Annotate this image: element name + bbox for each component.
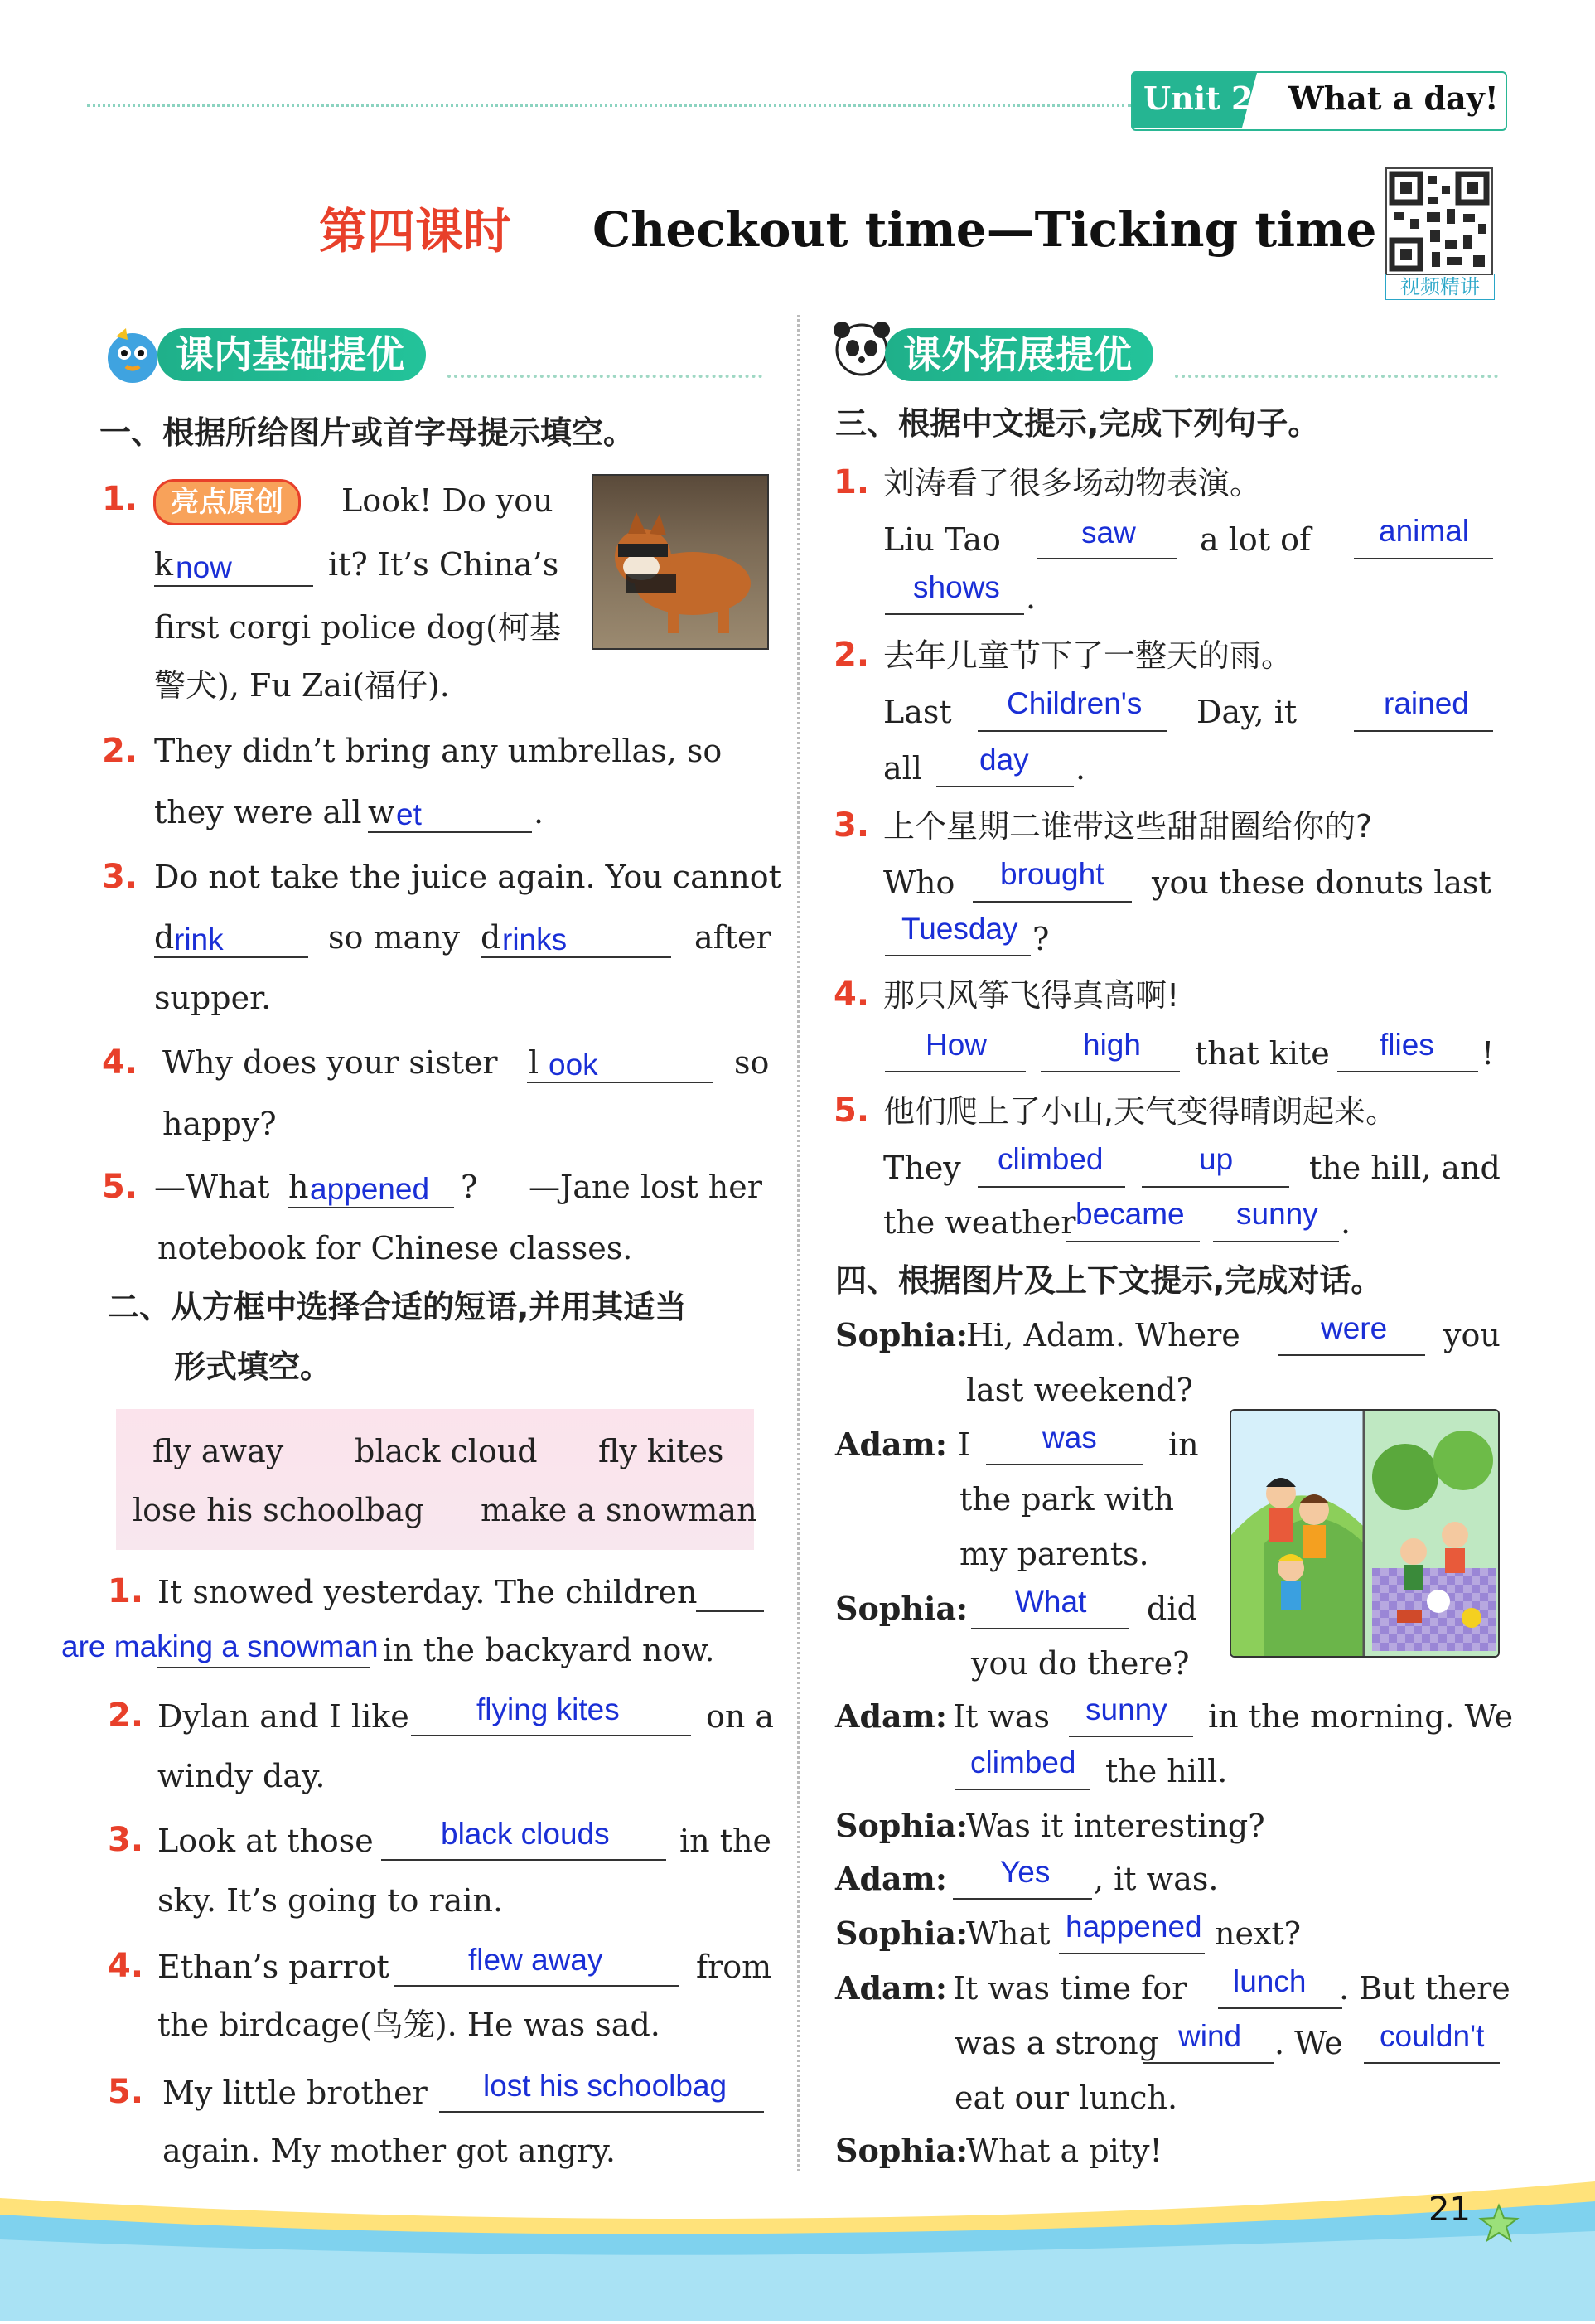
s3-q3-blank1[interactable] bbox=[973, 901, 1132, 903]
s3-q3-blank2[interactable] bbox=[885, 955, 1031, 956]
mascot-icon bbox=[99, 322, 166, 388]
s3-q4-b: that kite bbox=[1195, 1035, 1330, 1072]
s3-q4-answer3: flies bbox=[1380, 1028, 1434, 1062]
s3-q2-number: 2. bbox=[834, 636, 870, 674]
s4-d1-blank[interactable] bbox=[1278, 1354, 1425, 1356]
s4-d7-answer: happened bbox=[1066, 1910, 1202, 1944]
s4-d2-b: in bbox=[1168, 1426, 1199, 1463]
s3-q1-answer3: shows bbox=[913, 570, 1000, 604]
s1-q5-prefix: h bbox=[288, 1169, 309, 1205]
speaker-sophia-5: Sophia: bbox=[835, 2132, 969, 2169]
s3-q3-number: 3. bbox=[834, 806, 870, 845]
s3-q4-end: ! bbox=[1481, 1035, 1495, 1072]
s3-q2-answer3: day bbox=[979, 743, 1029, 777]
s3-q1-a: Liu Tao bbox=[883, 521, 1001, 558]
s3-q2-c: all bbox=[883, 750, 922, 787]
s3-q4-cn: 那只风筝飞得真高啊! bbox=[883, 977, 1180, 1014]
s2-q2-tail: on a bbox=[706, 1698, 775, 1735]
right-section-banner: 课外拓展提优 bbox=[885, 328, 1153, 381]
s4-d1-a: Hi, Adam. Where bbox=[966, 1317, 1240, 1353]
s4-d9-a: What a pity! bbox=[966, 2133, 1162, 2169]
s1-q3-after: after bbox=[694, 919, 771, 956]
s2-q4-answer: flew away bbox=[468, 1943, 603, 1977]
s4-d2-c: the park with bbox=[959, 1481, 1174, 1518]
s1-q5-number: 5. bbox=[102, 1168, 138, 1206]
page-number: 21 bbox=[1428, 2191, 1471, 2229]
s3-q5-answer2: up bbox=[1199, 1142, 1234, 1176]
s1-q5-reply: —Jane lost her bbox=[529, 1169, 762, 1205]
s4-d1-c: last weekend? bbox=[966, 1372, 1193, 1408]
right-banner-dots bbox=[1175, 375, 1498, 378]
s4-d5-a: Was it interesting? bbox=[966, 1808, 1265, 1844]
s4-d2-d: my parents. bbox=[959, 1536, 1149, 1572]
speaker-adam-4: Adam: bbox=[835, 1969, 947, 2007]
s3-q1-end: . bbox=[1026, 579, 1037, 616]
s1-q2-blank[interactable] bbox=[368, 831, 532, 833]
s1-q2-answer: et bbox=[396, 797, 422, 831]
s1-q2-prefix: w bbox=[368, 794, 395, 830]
header-rule bbox=[87, 104, 1131, 107]
s3-q2-cn: 去年儿童节下了一整天的雨。 bbox=[883, 637, 1293, 674]
s1-q2-end: . bbox=[534, 794, 544, 830]
left-banner-dots bbox=[447, 375, 762, 378]
s3-q5-blank4[interactable] bbox=[1213, 1241, 1339, 1242]
s3-q5-b: the hill, and bbox=[1309, 1150, 1501, 1186]
s1-q1-line1: Look! Do you bbox=[341, 482, 553, 519]
s3-q5-c: the weather bbox=[883, 1204, 1076, 1241]
s1-q4-line2: happy? bbox=[162, 1106, 277, 1142]
word-fly-away: fly away bbox=[152, 1433, 284, 1469]
speaker-sophia-3: Sophia: bbox=[835, 1807, 969, 1844]
s3-q1-cn: 刘涛看了很多场动物表演。 bbox=[883, 465, 1262, 501]
s2-q1-line2: in the backyard now. bbox=[383, 1632, 715, 1668]
s1-q3-prefix2: d bbox=[481, 919, 501, 956]
s4-title: 四、根据图片及上下文提示,完成对话。 bbox=[835, 1262, 1383, 1299]
s1-q1-answer: now bbox=[176, 550, 232, 584]
s3-q5-number: 5. bbox=[834, 1092, 870, 1130]
s4-d8-answer1: lunch bbox=[1233, 1964, 1307, 1998]
s2-q5-number: 5. bbox=[108, 2073, 144, 2111]
s1-q2-line2: they were all bbox=[154, 794, 362, 830]
s4-d3-blank[interactable] bbox=[971, 1628, 1129, 1629]
unit-label: Unit 2 bbox=[1143, 80, 1254, 117]
s3-q5-blank1[interactable] bbox=[978, 1186, 1125, 1188]
s2-title-line2: 形式填空。 bbox=[174, 1348, 332, 1385]
s3-q2-blank1[interactable] bbox=[978, 730, 1167, 732]
word-box bbox=[116, 1409, 754, 1550]
s2-q4-number: 4. bbox=[108, 1947, 144, 1985]
s1-q4-blank[interactable] bbox=[527, 1082, 713, 1083]
s4-d4-a: It was bbox=[953, 1698, 1051, 1735]
s3-q5-a: They bbox=[883, 1150, 961, 1186]
s3-q4-number: 4. bbox=[834, 976, 870, 1014]
s3-q1-answer2: animal bbox=[1379, 514, 1469, 548]
s4-d6-b: , it was. bbox=[1094, 1861, 1219, 1897]
s2-q3-number: 3. bbox=[108, 1821, 144, 1859]
s3-q3-answer1: brought bbox=[1000, 857, 1104, 891]
word-black-cloud: black cloud bbox=[355, 1433, 538, 1469]
s2-q1-blank-tail[interactable] bbox=[696, 1610, 764, 1612]
s2-q3-blank[interactable] bbox=[381, 1859, 666, 1861]
s1-q1-line2: it? It’s China’s bbox=[328, 546, 559, 583]
s2-q4-line2: the birdcage(鸟笼). He was sad. bbox=[157, 2007, 660, 2043]
s1-q4-so: so bbox=[734, 1044, 770, 1081]
s4-d2-blank[interactable] bbox=[986, 1464, 1143, 1465]
s1-q3-prefix1: d bbox=[154, 919, 175, 956]
speaker-adam-3: Adam: bbox=[835, 1860, 947, 1897]
column-divider bbox=[797, 315, 800, 2171]
s2-q3-line1: Look at those bbox=[157, 1823, 374, 1859]
s3-q1-blank3[interactable] bbox=[885, 613, 1024, 615]
s3-q1-b: a lot of bbox=[1200, 521, 1312, 558]
s3-q3-answer2: Tuesday bbox=[901, 912, 1018, 946]
s4-d2-answer: was bbox=[1042, 1421, 1097, 1455]
s1-q3-blank1[interactable] bbox=[154, 956, 308, 958]
s2-q4-line1: Ethan’s parrot bbox=[157, 1949, 389, 1985]
s3-q4-blank3[interactable] bbox=[1337, 1071, 1478, 1072]
s4-d3-c: you do there? bbox=[971, 1645, 1190, 1682]
s1-q5-line2: notebook for Chinese classes. bbox=[157, 1230, 633, 1266]
s3-q2-answer1: Children's bbox=[1007, 686, 1143, 720]
lesson-title-en: Checkout time—Ticking time bbox=[592, 201, 1377, 258]
s4-d8-answer3: couldn't bbox=[1380, 2019, 1485, 2053]
s4-d8-blank1[interactable] bbox=[1218, 2007, 1342, 2009]
s1-q3-answer2: rinks bbox=[502, 922, 568, 956]
s1-title: 一、根据所给图片或首字母提示填空。 bbox=[99, 414, 636, 451]
s3-q5-answer4: sunny bbox=[1236, 1197, 1318, 1231]
corgi-photo bbox=[592, 474, 769, 650]
s4-d8-answer2: wind bbox=[1178, 2019, 1242, 2053]
unit-title: What a day! bbox=[1288, 80, 1499, 117]
s1-q4-prefix: l bbox=[529, 1044, 539, 1081]
s4-d1-answer: were bbox=[1321, 1311, 1388, 1345]
s4-d4-b: in the morning. We bbox=[1208, 1698, 1514, 1735]
s2-q3-answer: black clouds bbox=[441, 1817, 610, 1851]
s3-q2-blank2[interactable] bbox=[1354, 730, 1493, 732]
s1-q4-line1: Why does your sister bbox=[162, 1044, 498, 1081]
s1-q1-blank[interactable] bbox=[154, 585, 313, 587]
s1-q2-line1: They didn’t bring any umbrellas, so bbox=[154, 733, 723, 769]
s2-q4-blank[interactable] bbox=[394, 1985, 679, 1987]
s2-q2-line2: windy day. bbox=[157, 1758, 326, 1794]
s1-q5-line1: —What bbox=[154, 1169, 270, 1205]
s1-q3-mid: so many bbox=[328, 919, 461, 956]
s1-q1-prefix: k bbox=[154, 546, 174, 583]
s2-q1-blank[interactable] bbox=[157, 1667, 370, 1668]
left-section-banner: 课内基础提优 bbox=[157, 328, 426, 381]
s1-q1-line4: 警犬), Fu Zai(福仔). bbox=[154, 667, 450, 704]
s4-d4-answer1: sunny bbox=[1085, 1692, 1167, 1726]
s3-q1-blank2[interactable] bbox=[1354, 558, 1493, 559]
s4-d8-c: was a strong bbox=[955, 2025, 1159, 2061]
s1-q5-blank[interactable] bbox=[288, 1207, 454, 1208]
s3-q5-end: . bbox=[1341, 1204, 1351, 1241]
s3-q2-a: Last bbox=[883, 694, 952, 730]
s3-q5-answer1: climbed bbox=[998, 1142, 1104, 1176]
s3-q3-cn: 上个星期二谁带这些甜甜圈给你的? bbox=[883, 808, 1373, 845]
s3-q5-answer3: became bbox=[1075, 1197, 1185, 1231]
s3-q3-a: Who bbox=[883, 864, 955, 901]
s4-d2-a: I bbox=[958, 1426, 971, 1463]
s1-q2-number: 2. bbox=[102, 732, 138, 770]
s3-q1-answer1: saw bbox=[1081, 516, 1136, 550]
speaker-sophia-2: Sophia: bbox=[835, 1590, 969, 1627]
s3-q1-blank1[interactable] bbox=[1037, 558, 1177, 559]
s1-q5-answer: appened bbox=[310, 1172, 430, 1206]
s2-q2-number: 2. bbox=[108, 1697, 144, 1735]
s3-q1-number: 1. bbox=[834, 463, 870, 501]
s3-q4-answer2: high bbox=[1083, 1028, 1141, 1062]
park-illustration bbox=[1230, 1409, 1500, 1658]
s3-q4-blank2[interactable] bbox=[1041, 1071, 1180, 1072]
speaker-sophia: Sophia: bbox=[835, 1316, 969, 1353]
s3-q5-cn: 他们爬上了小山,天气变得晴朗起来。 bbox=[883, 1093, 1398, 1130]
s4-d4-blank2[interactable] bbox=[955, 1789, 1090, 1790]
s1-q4-answer: ook bbox=[549, 1048, 598, 1082]
s2-q5-answer: lost his schoolbag bbox=[483, 2069, 727, 2103]
s4-d8-b: . But there bbox=[1339, 1970, 1510, 2007]
s4-d8-blank2[interactable] bbox=[1143, 2062, 1274, 2064]
s3-q2-b: Day, it bbox=[1196, 694, 1298, 730]
s4-d6-blank[interactable] bbox=[953, 1898, 1092, 1900]
s1-q3-number: 3. bbox=[102, 858, 138, 896]
s4-d3-answer: What bbox=[1015, 1585, 1087, 1619]
s2-q5-line1: My little brother bbox=[162, 2075, 428, 2111]
s4-d7-b: next? bbox=[1215, 1915, 1302, 1952]
s4-d8-e: eat our lunch. bbox=[955, 2079, 1178, 2116]
s1-q4-number: 4. bbox=[102, 1043, 138, 1082]
qr-label: 视频精讲 bbox=[1385, 274, 1495, 300]
s2-q1-answer: are making a snowman bbox=[61, 1629, 379, 1663]
s4-d4-blank1[interactable] bbox=[1069, 1736, 1193, 1737]
word-lose-his-schoolbag: lose his schoolbag bbox=[133, 1492, 424, 1528]
s4-d4-answer2: climbed bbox=[970, 1745, 1076, 1779]
s2-q5-line2: again. My mother got angry. bbox=[162, 2133, 616, 2169]
s3-q2-blank3[interactable] bbox=[936, 786, 1074, 787]
s3-q3-end: ? bbox=[1032, 921, 1050, 957]
s4-d7-a: What bbox=[966, 1915, 1051, 1952]
s2-title-line1: 二、从方框中选择合适的短语,并用其适当 bbox=[108, 1289, 687, 1325]
s1-q3-line3: supper. bbox=[154, 980, 272, 1016]
s2-q4-tail: from bbox=[696, 1949, 772, 1985]
s2-q3-tail: in the bbox=[679, 1823, 771, 1859]
s4-d8-blank3[interactable] bbox=[1364, 2062, 1500, 2064]
s4-d6-answer: Yes bbox=[1000, 1855, 1051, 1889]
highlight-badge: 亮点原创 bbox=[153, 479, 301, 525]
s4-d7-blank[interactable] bbox=[1059, 1953, 1205, 1954]
s2-q3-line2: sky. It’s going to rain. bbox=[157, 1882, 504, 1919]
s1-q1-line3: first corgi police dog(柯基 bbox=[154, 609, 561, 646]
s3-q2-end: . bbox=[1075, 750, 1086, 787]
s3-q2-answer2: rained bbox=[1384, 686, 1469, 720]
speaker-adam-1: Adam: bbox=[835, 1426, 947, 1463]
s1-q1-number: 1. bbox=[102, 480, 138, 518]
s3-q5-blank3[interactable] bbox=[1066, 1241, 1200, 1242]
s2-q2-answer: flying kites bbox=[476, 1692, 620, 1726]
star-icon bbox=[1478, 2203, 1520, 2244]
s2-q1-line1: It snowed yesterday. The children bbox=[157, 1574, 698, 1610]
word-make-a-snowman: make a snowman bbox=[481, 1492, 757, 1528]
s2-q2-blank[interactable] bbox=[411, 1735, 691, 1736]
s4-d1-b: you bbox=[1443, 1317, 1501, 1353]
word-fly-kites: fly kites bbox=[598, 1433, 724, 1469]
s3-q3-b: you these donuts last bbox=[1152, 864, 1491, 901]
s2-q5-blank[interactable] bbox=[439, 2111, 764, 2113]
s4-d8-a: It was time for bbox=[953, 1970, 1187, 2007]
s3-title: 三、根据中文提示,完成下列句子。 bbox=[835, 405, 1320, 442]
s1-q3-answer1: rink bbox=[174, 922, 224, 956]
speaker-sophia-4: Sophia: bbox=[835, 1915, 969, 1952]
s3-q4-blank1[interactable] bbox=[885, 1071, 1026, 1072]
s3-q4-answer1: How bbox=[926, 1028, 988, 1062]
speaker-adam-2: Adam: bbox=[835, 1697, 947, 1735]
s1-q3-line1: Do not take the juice again. You cannot bbox=[154, 859, 781, 895]
s4-d4-c: the hill. bbox=[1105, 1753, 1228, 1789]
s1-q5-qmark: ? bbox=[461, 1169, 478, 1205]
s2-q1-number: 1. bbox=[108, 1572, 144, 1610]
s4-d3-b: did bbox=[1147, 1590, 1197, 1627]
lesson-title-cn: 第四课时 bbox=[319, 203, 512, 259]
qr-code-icon[interactable] bbox=[1385, 167, 1493, 275]
s3-q5-blank2[interactable] bbox=[1142, 1186, 1289, 1188]
s1-q3-blank2[interactable] bbox=[481, 956, 671, 958]
bottom-wave bbox=[0, 2181, 1595, 2321]
s4-d8-d: . We bbox=[1274, 2025, 1343, 2061]
s2-q2-line1: Dylan and I like bbox=[157, 1698, 409, 1735]
